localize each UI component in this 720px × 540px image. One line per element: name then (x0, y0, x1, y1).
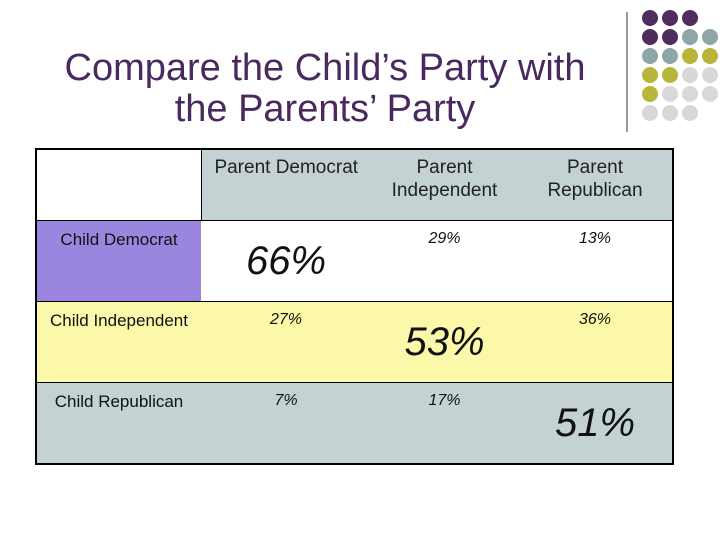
slide-title-line-2: the Parents’ Party (174, 88, 476, 130)
column-header-parent-republican: Parent Republican (518, 149, 673, 221)
cell-republican-republican: 51% (518, 383, 673, 465)
slide-title-line-1: Compare the Child’s Party with (64, 47, 586, 89)
cell-republican-democrat: 7% (201, 383, 371, 465)
cell-independent-republican: 36% (518, 302, 673, 383)
decorative-dot (662, 86, 678, 102)
decorative-dot (662, 29, 678, 45)
decorative-dot (702, 29, 718, 45)
decorative-dot (662, 48, 678, 64)
row-label-child-independent: Child Independent (36, 302, 201, 383)
cell-democrat-republican: 13% (518, 221, 673, 302)
decorative-dot (662, 105, 678, 121)
decorative-dot (682, 10, 698, 26)
table-corner-cell (36, 149, 201, 221)
decorative-dot (682, 67, 698, 83)
decorative-dot (682, 48, 698, 64)
decorative-dot (642, 86, 658, 102)
cell-independent-democrat: 27% (201, 302, 371, 383)
decorative-dot (662, 10, 678, 26)
decorative-dot (682, 86, 698, 102)
decorative-dot (642, 48, 658, 64)
row-label-child-democrat: Child Democrat (36, 221, 201, 302)
table-row (36, 383, 673, 465)
decorative-dot (662, 67, 678, 83)
column-header-parent-democrat: Parent Democrat (201, 149, 371, 221)
decorative-dot (682, 105, 698, 121)
decorative-dot (642, 105, 658, 121)
decorative-dot (702, 67, 718, 83)
column-header-parent-independent: Parent Independent (371, 149, 518, 221)
decorative-divider (626, 12, 628, 132)
cell-democrat-independent: 29% (371, 221, 518, 302)
decorative-dot (642, 67, 658, 83)
decorative-dot (702, 48, 718, 64)
table-header-row (36, 149, 673, 221)
cell-independent-independent: 53% (371, 302, 518, 383)
party-comparison-table (35, 148, 674, 465)
decorative-dot (642, 29, 658, 45)
cell-democrat-democrat: 66% (201, 221, 371, 302)
decorative-dot (682, 29, 698, 45)
decorative-dot (642, 10, 658, 26)
table-row (36, 221, 673, 302)
table-row (36, 302, 673, 383)
row-label-child-republican: Child Republican (36, 383, 201, 465)
cell-republican-independent: 17% (371, 383, 518, 465)
decorative-dot (702, 86, 718, 102)
slide-title (20, 48, 630, 130)
